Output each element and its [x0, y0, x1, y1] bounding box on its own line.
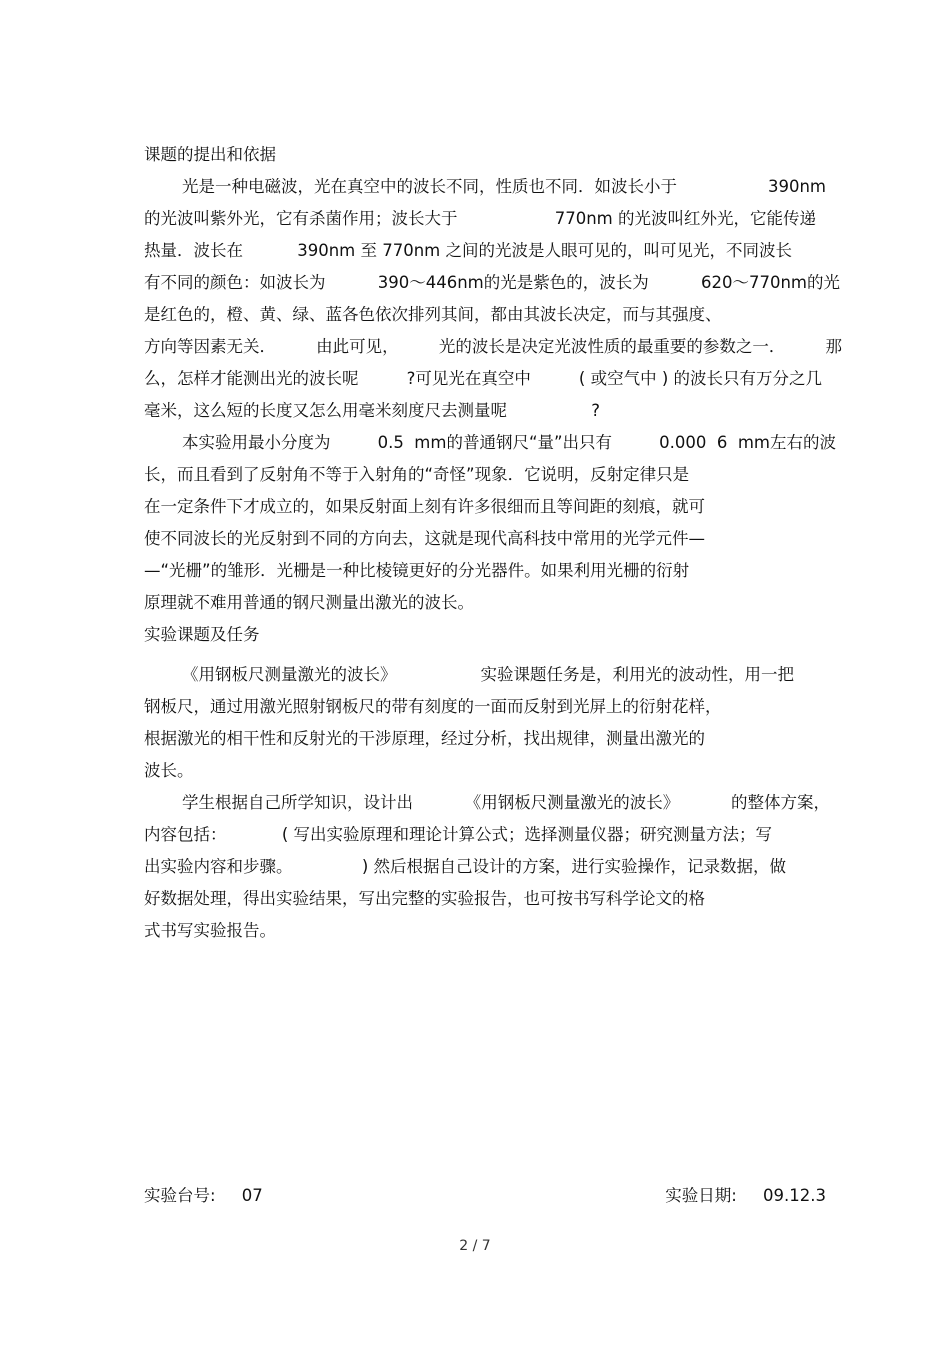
desk-label: 实验台号: [144, 1186, 216, 1205]
text-segment: 波长。 [144, 761, 194, 780]
paragraph-task-line [144, 696, 760, 718]
text-segment: 么，怎样才能测出光的波长呢 [144, 369, 359, 388]
paragraph-design-line [182, 792, 830, 814]
text-segment: 学生根据自己所学知识，设计出 [182, 793, 413, 812]
date-label: 实验日期: [665, 1186, 737, 1205]
paragraph-background-line [144, 400, 600, 422]
paragraph-background-line [144, 336, 842, 358]
text-segment: ( 或空气中 ) 的波长只有万分之几 [578, 369, 822, 388]
text-segment: 的整体方案， [731, 793, 830, 812]
text-segment: 在一定条件下才成立的，如果反射面上刻有许多很细而且等间距的刻痕，就可 [144, 497, 705, 516]
text-segment: 毫米，这么短的长度又怎么用毫米刻度尺去测量呢 [144, 401, 507, 420]
text-segment: 出实验内容和步骤。 [144, 857, 293, 876]
desk-value: 07 [241, 1186, 263, 1205]
paragraph-design-line [144, 888, 752, 910]
text-segment: 根据激光的相干性和反射光的干涉原理，经过分析，找出规律，测量出激光的 [144, 729, 705, 748]
desk-number [144, 1182, 263, 1206]
page-number: 2 / 7 [459, 1238, 491, 1254]
text-segment: ?可见光在真空中 [406, 369, 531, 388]
text-segment: 390nm [767, 177, 826, 196]
paragraph-task-line [182, 664, 794, 686]
text-segment: 《用钢板尺测量激光的波长》 [464, 793, 680, 812]
experiment-date [665, 1182, 826, 1206]
paragraph-method-line [144, 592, 500, 614]
text-segment: 原理就不难用普通的钢尺测量出激光的波长。 [144, 593, 474, 612]
text-segment: ( 写出实验原理和理论计算公式；选择测量仪器；研究测量方法；写 [281, 825, 772, 844]
text-segment: 620～770nm的光 [700, 273, 840, 292]
text-segment: 光的波长是决定光波性质的最重要的参数之一． [438, 337, 786, 356]
text-segment: 0.000 6 mm左右的波 [659, 433, 836, 452]
paragraph-method-line [144, 464, 752, 486]
text-segment: 好数据处理，得出实验结果，写出完整的实验报告，也可按书写科学论文的格 [144, 889, 705, 908]
text-segment: 方向等因素无关． [144, 337, 276, 356]
paragraph-design-line [144, 824, 772, 846]
text-segment: 是红色的，橙、黄、绿、蓝各色依次排列其间，都由其波长决定，而与其强度、 [144, 305, 722, 324]
paragraph-background-line [144, 272, 840, 294]
text-segment: 0.5 mm的普通钢尺“量”出只有 [377, 433, 613, 452]
text-segment: 式书写实验报告。 [144, 921, 276, 940]
text-segment: 光是一种电磁波，光在真空中的波长不同，性质也不同．如波长小于 [182, 177, 677, 196]
text-segment: 热量．波长在 [144, 241, 243, 260]
text-segment: 《用钢板尺测量激光的波长》 [182, 665, 397, 684]
paragraph-method-line [144, 496, 750, 518]
text-segment: 770nm 的光波叫红外光，它能传递 [554, 209, 816, 228]
text-segment: 由此可见， [316, 337, 399, 356]
paragraph-background-line [144, 208, 816, 230]
text-segment: 内容包括： [144, 825, 227, 844]
text-segment: —“光栅”的雏形．光栅是一种比棱镜更好的分光器件。如果利用光栅的衍射 [144, 561, 690, 580]
text-segment: 390nm 至 770nm 之间的光波是人眼可见的，叫可见光，不同波长 [297, 241, 792, 260]
text-segment: 长，而且看到了反射角不等于入射角的“奇怪”现象．它说明，反射定律只是 [144, 465, 690, 484]
paragraph-method-line [144, 560, 752, 582]
paragraph-background-line [144, 304, 763, 326]
text-segment: 使不同波长的光反射到不同的方向去，这就是现代高科技中常用的光学元件— [144, 529, 705, 548]
text-segment: 钢板尺，通过用激光照射钢板尺的带有刻度的一面而反射到光屏上的衍射花样， [144, 697, 722, 716]
text-segment: 本实验用最小分度为 [182, 433, 331, 452]
paragraph-method-line [144, 528, 752, 550]
date-value: 09.12.3 [763, 1186, 826, 1205]
text-segment: ? [591, 401, 600, 420]
text-segment: 有不同的颜色：如波长为 [144, 273, 326, 292]
section-heading-background: 课题的提出和依据 [144, 145, 276, 164]
paragraph-design-line [144, 920, 280, 942]
text-segment: ) 然后根据自己设计的方案，进行实验操作，记录数据，做 [361, 857, 786, 876]
text-segment: 390～446nm的光是紫色的，波长为 [377, 273, 649, 292]
text-segment: 实验课题任务是，利用光的波动性，用一把 [480, 665, 794, 684]
paragraph-design-line [144, 856, 786, 878]
paragraph-method-line [182, 432, 836, 454]
section-heading-task: 实验课题及任务 [144, 625, 260, 644]
paragraph-background-line [144, 368, 822, 390]
paragraph-task-line [144, 728, 752, 750]
text-segment: 的光波叫紫外光，它有杀菌作用；波长大于 [144, 209, 458, 228]
paragraph-task-line [144, 760, 194, 782]
text-segment: 那 [825, 337, 842, 356]
paragraph-background-line [144, 240, 792, 262]
paragraph-background-line [182, 176, 826, 198]
